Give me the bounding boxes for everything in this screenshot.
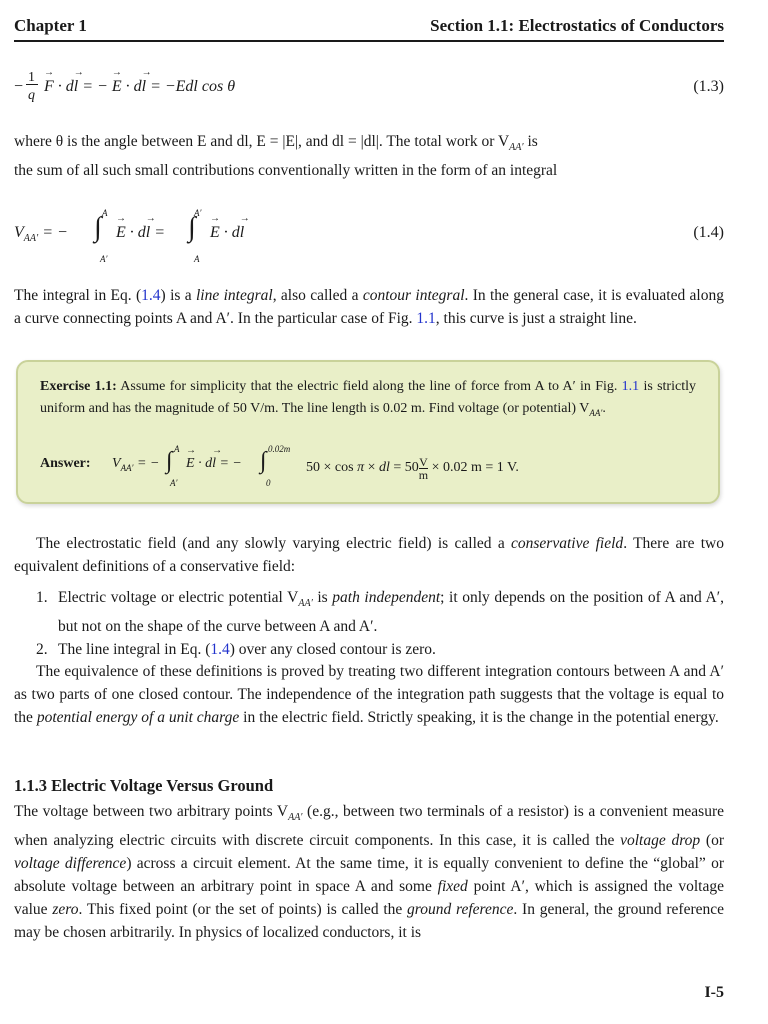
list-item xyxy=(36,638,724,661)
integral-lower-limit: A xyxy=(194,254,200,264)
subscript: AA′ xyxy=(298,598,313,610)
integral-upper-limit: A xyxy=(102,208,108,218)
equation-link[interactable]: 1.4 xyxy=(141,287,161,304)
integral-lower-limit: A′ xyxy=(100,254,108,264)
exercise-answer: Answer: $V_{AA'}$ = − A ∫ A′ E → · dl → = − 0.02m ∫ 0 50 × cos π × dl = 50 $\frac{V}{m}$ × 0.02 m = 1 V. xyxy=(40,456,696,472)
italic-term: line integral xyxy=(196,287,273,304)
equation-number: (1.4) xyxy=(693,224,724,241)
figure-link[interactable]: 1.1 xyxy=(621,379,640,394)
text-run: ; it only depends on the position of A and A′, but not on the shape of the curve between A and A′. xyxy=(58,589,724,636)
text-run: in the electric field. Strictly speaking, it is the change in the potential energy. xyxy=(239,709,719,726)
paragraph xyxy=(14,284,724,330)
integral-lower-limit: 0 xyxy=(266,478,271,488)
integral-sign: ∫ xyxy=(166,448,173,474)
text-run: Assume for simplicity that the electric field along the line of force from A to A′ in Fig. xyxy=(116,379,622,394)
text-run: The line integral in Eq. ( xyxy=(58,641,211,659)
text-run: The integral in Eq. ( xyxy=(14,287,142,304)
figure-link[interactable]: 1.1 xyxy=(416,310,436,327)
text-run: . There are two equivalent definitions of a conservative field: xyxy=(14,535,725,575)
equation-number: (1.3) xyxy=(693,78,724,95)
integral-sign: ∫ xyxy=(260,448,267,474)
list-item xyxy=(36,586,724,638)
integral-upper-limit: A′ xyxy=(194,208,202,218)
paragraph xyxy=(14,660,724,729)
text-run: Electric voltage or electric potential V xyxy=(58,589,299,606)
list-number: 2. xyxy=(36,641,48,659)
text-run: is strictly uniform and has the magnitude of 50 V/m. The line length is 0.02 m. Find voltage (or potential) V xyxy=(40,379,696,416)
integral-lower-limit: A′ xyxy=(170,478,178,488)
text-run: . In general, the ground reference may be chosen arbitrarily. In physics of localized conductors, it is xyxy=(14,901,725,942)
list-number: 1. xyxy=(36,589,48,606)
subscript: AA′ xyxy=(509,142,524,154)
text-run: The electrostatic field (and any slowly varying electric field) is called a xyxy=(36,535,511,552)
subscript: AA′ xyxy=(589,407,603,418)
text-run: (e.g., between two terminals of a resistor) is a convenient measure when analyzing electric circuits with discrete circuit components. In this case, it is called the xyxy=(14,803,724,850)
integral-sign: ∫ xyxy=(94,212,102,243)
text-run: The voltage between two arbitrary points V xyxy=(14,803,289,820)
text-run: . xyxy=(602,401,606,416)
text-run: (or xyxy=(700,832,724,850)
exercise-label: Exercise 1.1: xyxy=(40,379,117,394)
equation-1-3: − 1 q F → · dl → = − E → · dl → = −Edl cos θ (1.3) xyxy=(14,78,724,108)
italic-term: conservative field xyxy=(511,535,624,552)
chapter-title: Chapter 1 xyxy=(14,16,87,35)
text-run: ) over any closed contour is zero. xyxy=(229,641,436,659)
text-run: . This fixed point (or the set of points) is called the xyxy=(78,901,408,919)
text-run: ) across a circuit element. At the same time, it is equally convenient to define the “global” or absolute voltage between an arbitrary point in space A and some xyxy=(14,855,724,896)
equation-link[interactable]: 1.4 xyxy=(210,641,230,659)
text-run: ) is a xyxy=(160,287,196,304)
text-run: the sum of all such small contributions conventionally written in the form of an integral xyxy=(14,162,558,180)
running-header xyxy=(14,14,724,42)
text-run: , this curve is just a straight line. xyxy=(435,310,637,327)
text-run: . In the general case, it is evaluated along a curve connecting points A and A′. In the particular case of Fig. xyxy=(14,287,724,327)
italic-term: voltage difference xyxy=(14,855,127,873)
answer-label: Answer: xyxy=(40,456,91,471)
paragraph xyxy=(14,130,724,182)
integral-upper-limit: A xyxy=(174,444,180,454)
italic-term: fixed xyxy=(437,878,468,896)
italic-term: voltage drop xyxy=(620,832,701,850)
subscript: AA′ xyxy=(288,812,303,824)
text-run: where θ is the angle between E and dl, E = |E|, and dl = |dl|. The total work or V xyxy=(14,133,510,150)
text-run: is xyxy=(523,133,538,150)
text-run: , also called a xyxy=(272,287,363,304)
italic-term: path independent xyxy=(332,589,441,606)
italic-term: potential energy of a unit charge xyxy=(36,709,240,726)
paragraph xyxy=(14,800,724,944)
text-run: is xyxy=(312,589,333,606)
section-title: Section 1.1: Electrostatics of Conductors xyxy=(430,16,724,35)
paragraph xyxy=(14,532,724,578)
definition-list xyxy=(36,586,724,661)
italic-term: ground reference xyxy=(407,901,514,919)
italic-term: zero xyxy=(52,901,79,919)
section-heading: 1.1.3 Electric Voltage Versus Ground xyxy=(14,776,274,795)
italic-term: contour integral xyxy=(362,287,465,304)
integral-upper-limit: 0.02m xyxy=(268,444,291,454)
exercise-text xyxy=(40,376,696,424)
page-number: I-5 xyxy=(704,984,724,1001)
integral-sign: ∫ xyxy=(188,212,196,243)
equation-1-4: $V_{AA'}$ = − A ∫ A′ E → · dl → = A′ ∫ A E → · dl → (1.4) xyxy=(14,218,724,258)
text-run: The equivalence of these definitions is proved by treating two different integration contours between A and A′ as two parts of one closed contour. The independence of the integration path suggests that the voltage is equal to the xyxy=(14,663,724,726)
exercise-box xyxy=(16,360,720,504)
text-run: point A′, which is assigned the voltage value xyxy=(14,878,724,919)
